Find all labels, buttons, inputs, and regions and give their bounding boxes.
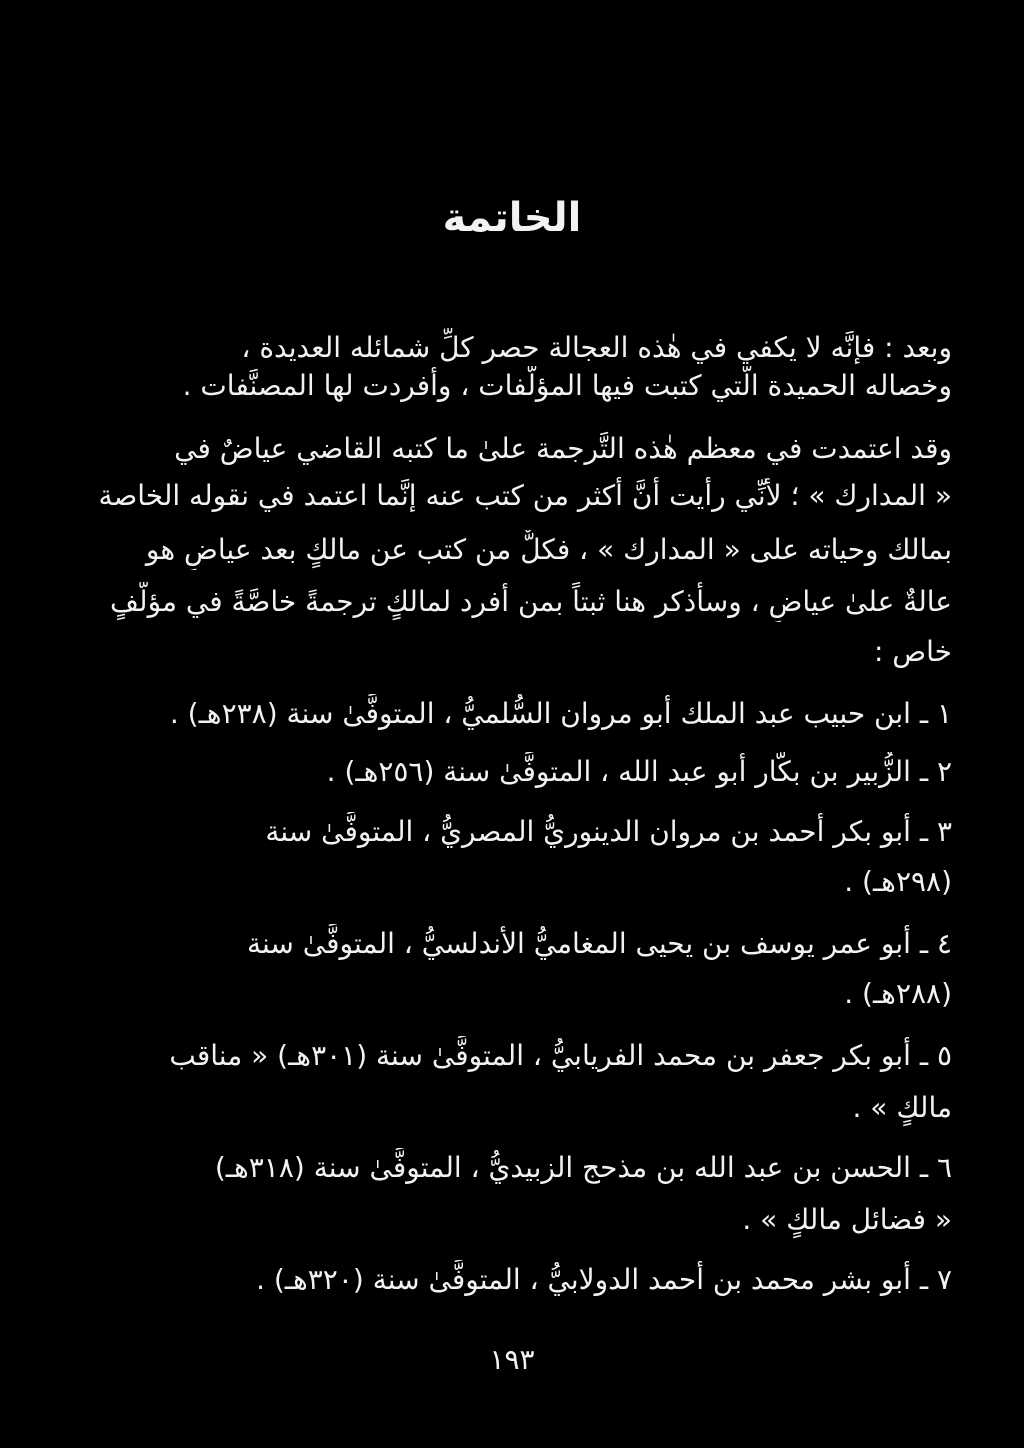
paragraph-line: وبعد : فإنَّه لا يكفي في هٰذه العجالة حصر كلِّ شمائله العديدة ، — [241, 331, 952, 364]
paragraph-line: خاص : — [873, 635, 952, 668]
list-item-continuation: « فضائل مالكٍ » . — [742, 1203, 952, 1236]
list-item: ٢ ـ الزُّبير بن بكَّار أبو عبد الله ، المتوفَّىٰ سنة (٢٥٦هـ) . — [326, 755, 952, 788]
paragraph-line: وخصاله الحميدة الَّتي كتبت فيها المؤلَّفات ، وأفردت لها المصنَّفات . — [182, 369, 952, 402]
list-item-continuation: (٢٨٨هـ) . — [844, 977, 952, 1010]
list-item-continuation: مالكٍ » . — [852, 1091, 952, 1124]
page-number: ١٩٣ — [489, 1343, 535, 1376]
list-item: ٦ ـ الحسن بن عبد الله بن مذحج الزبيديُّ ، المتوفَّىٰ سنة (٣١٨هـ) — [214, 1151, 952, 1184]
list-item-continuation: (٢٩٨هـ) . — [844, 865, 952, 898]
chapter-title: الخاتمة — [442, 195, 582, 241]
list-item: ٤ ـ أبو عمر يوسف بن يحيى المغاميُّ الأندلسيُّ ، المتوفَّىٰ سنة — [246, 927, 952, 960]
paragraph-line: وقد اعتمدت في معظم هٰذه التَّرجمة علىٰ ما كتبه القاضي عياضٌ في — [174, 432, 952, 465]
paragraph-line: « المدارك » ؛ لأنِّي رأيت أَنَّ أكثر من كتب عنه إنَّما اعتمد في نقوله الخاصة — [98, 479, 952, 512]
paragraph-line: بمالك وحياته على « المدارك » ، فكلٌّ من كتب عن مالكٍ بعد عياضٍ هو — [145, 533, 952, 566]
list-item: ٣ ـ أبو بكر أحمد بن مروان الدينوريُّ المصريُّ ، المتوفَّىٰ سنة — [265, 815, 952, 848]
list-item: ٥ ـ أبو بكر جعفر بن محمد الفريابيُّ ، المتوفَّىٰ سنة (٣٠١هـ) « مناقب — [169, 1039, 952, 1072]
paragraph-line: عالةٌ علىٰ عياضٍ ، وسأذكر هنا ثبتاً بمن أفرد لمالكٍ ترجمةً خاصَّةً في مؤلَّفٍ — [110, 585, 952, 618]
list-item: ٧ ـ أبو بشر محمد بن أحمد الدولابيُّ ، المتوفَّىٰ سنة (٣٢٠هـ) . — [256, 1263, 952, 1296]
list-item: ١ ـ ابن حبيب عبد الملك أبو مروان السُّلميُّ ، المتوفَّىٰ سنة (٢٣٨هـ) . — [169, 697, 952, 730]
